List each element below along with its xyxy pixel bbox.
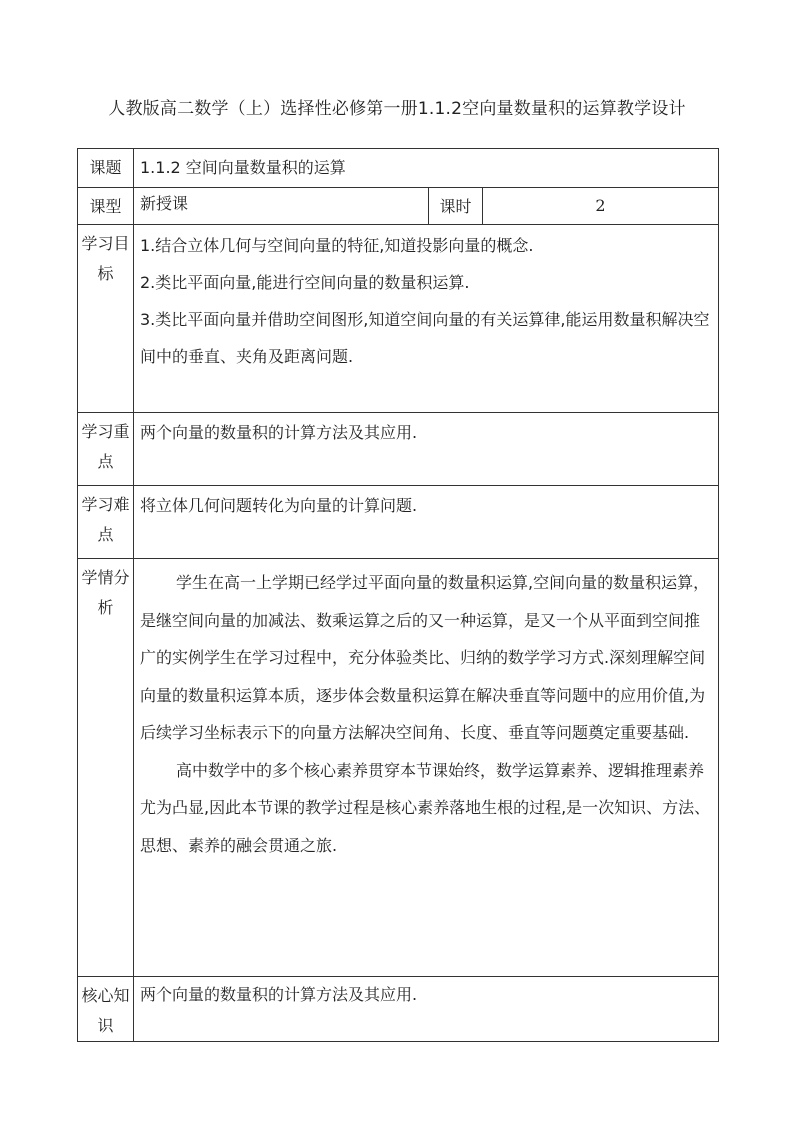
row-key-points: [78, 413, 719, 486]
analysis-content: [134, 559, 719, 977]
difficulty-value: 将立体几何问题转化为向量的计算问题.: [134, 486, 719, 559]
period-value: 2: [483, 188, 719, 225]
period-label: 课时: [429, 188, 483, 225]
analysis-paragraph: 高中数学中的多个核心素养贯穿本节课始终，数学运算素养、逻辑推理素养尤为凸显,因此本节课的教学过程是核心素养落地生根的过程,是一次知识、方法、思想、素养的融会贯通之旅.: [140, 760, 711, 855]
lesson-plan-table: [77, 148, 719, 1042]
document-title: 人教版高二数学（上）选择性必修第一册1.1.2空向量数量积的运算教学设计: [108, 99, 686, 119]
goals-content: [134, 225, 719, 413]
row-topic: [78, 149, 719, 188]
goal-item: 2.类比平面向量,能进行空间向量的数量积运算.: [140, 273, 470, 292]
goals-label: 学习目标: [78, 225, 134, 413]
topic-value: 1.1.2 空间向量数量积的运算: [134, 149, 719, 188]
type-label: 课型: [78, 188, 134, 225]
difficulty-label: 学习难点: [78, 486, 134, 559]
key-points-label: 学习重点: [78, 413, 134, 486]
topic-label: 课题: [78, 149, 134, 188]
analysis-label: 学情分析: [78, 559, 134, 977]
core-value: 两个向量的数量积的计算方法及其应用.: [134, 977, 719, 1042]
key-points-value: 两个向量的数量积的计算方法及其应用.: [134, 413, 719, 486]
row-difficulty: [78, 486, 719, 559]
row-goals: [78, 225, 719, 413]
analysis-paragraph: 学生在高一上学期已经学过平面向量的数量积运算,空间向量的数量积运算，是继空间向量的加减法、数乘运算之后的又一种运算，是又一个从平面到空间推广的实例学生在学习过程中，充分体验类比、归纳的数学学习方式.深刻理解空间向量的数量积运算本质，逐步体会数量积运算在解决垂直等问题中的应用价值,为后续学习坐标表示下的向量方法解决空间角、长度、垂直等问题奠定重要基础.: [140, 573, 710, 742]
row-core: [78, 977, 719, 1042]
core-label: 核心知识: [78, 977, 134, 1042]
row-type: [78, 188, 719, 225]
row-analysis: [78, 559, 719, 977]
type-value: 新授课: [134, 188, 429, 225]
goal-item: 3.类比平面向量并借助空间图形,知道空间向量的有关运算律,能运用数量积解决空间中的垂直、夹角及距离问题.: [140, 310, 710, 366]
goal-item: 1.结合立体几何与空间向量的特征,知道投影向量的概念.: [140, 236, 534, 255]
